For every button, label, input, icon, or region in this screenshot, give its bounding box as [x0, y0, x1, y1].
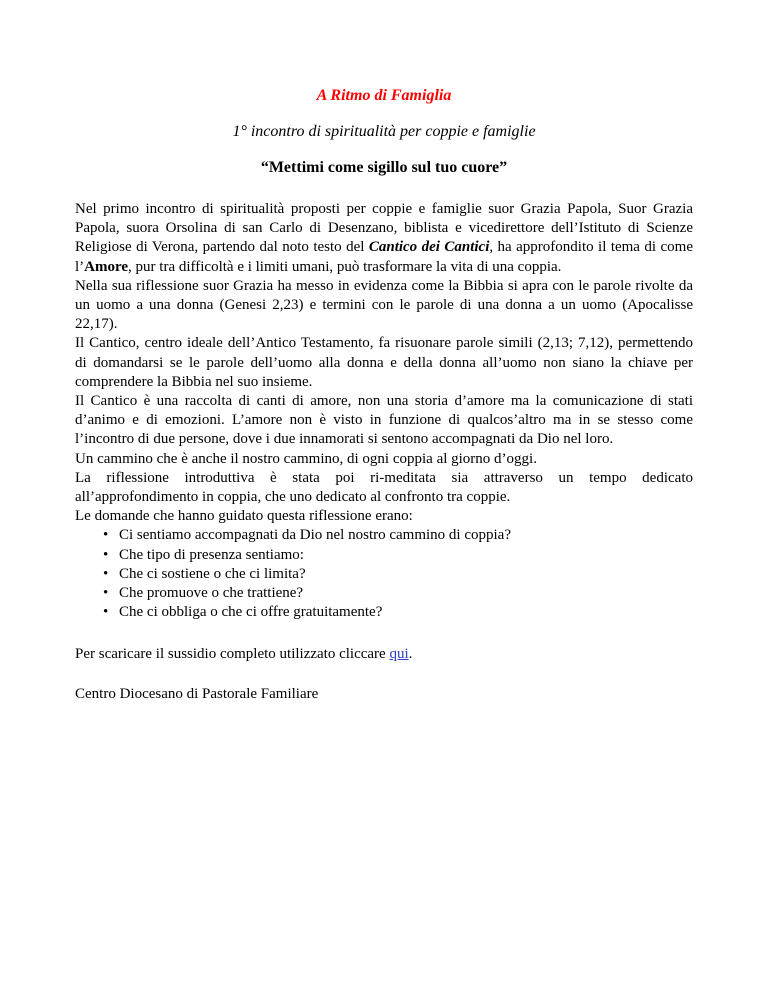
book-title-emphasis: Cantico dei Cantici: [368, 239, 490, 256]
download-paragraph: [75, 645, 693, 664]
bullet-icon: •: [103, 527, 109, 544]
list-item: [103, 603, 693, 622]
question-text: Ci sentiamo accompagnati da Dio nel nostro cammino di coppia?: [119, 527, 511, 544]
paragraph-intro: [75, 200, 693, 277]
list-item: [103, 565, 693, 584]
bullet-icon: •: [103, 546, 109, 563]
questions-list: [75, 526, 693, 622]
document-subtitle: 1° incontro di spiritualità per coppie e famiglie: [232, 123, 536, 140]
paragraph-cantico-songs: Il Cantico è una raccolta di canti di amore, non una storia d’amore ma la comunicazione di stati d’animo e di emozioni. L’amore non è visto in funzione di qualcos’altro ma in se stesso come l’incontro di due persone, dove i due innamorati si sentono accompagnati da Dio nel loro.: [75, 393, 693, 448]
document-content: [75, 86, 693, 704]
question-text: Che promuove o che trattiene?: [119, 585, 304, 602]
document-title: A Ritmo di Famiglia: [316, 87, 452, 104]
question-text: Che ci obbliga o che ci offre gratuitamente?: [119, 604, 383, 621]
paragraph-intro-text-a: Nel primo incontro di spiritualità proposti per coppie e famiglie suor Grazia Papola, Suor Grazia Papola, suora Orsolina di san Carlo di Desenzano, biblista e vicedirettore dell’Istituto di Scienze Religiose di Verona, partendo dal noto testo del: [75, 201, 693, 256]
download-text: Per scaricare il sussidio completo utilizzato cliccare: [75, 646, 390, 663]
document-motto: “Mettimi come sigillo sul tuo cuore”: [260, 159, 508, 176]
bullet-icon: •: [103, 565, 109, 582]
love-emphasis: Amore: [84, 258, 129, 275]
signature: Centro Diocesano di Pastorale Familiare: [75, 685, 319, 702]
list-item: [103, 584, 693, 603]
bullet-icon: •: [103, 604, 109, 621]
paragraph-questions-intro: Le domande che hanno guidato questa riflessione erano:: [75, 508, 413, 525]
question-text: Che tipo di presenza sentiamo:: [119, 546, 304, 563]
paragraph-bible: Nella sua riflessione suor Grazia ha messo in evidenza come la Bibbia si apra con le parole rivolte da un uomo a una donna (Genesi 2,23) e termini con le parole di una donna a un uomo (Apocalisse 22,17).: [75, 277, 693, 333]
paragraph-reflection-line2: all’approfondimento in coppia, che uno dedicato al confronto tra coppie.: [75, 489, 511, 506]
paragraph-reflection-line1: La riflessione introduttiva è stata poi ri-meditata sia attraverso un tempo dedicato: [75, 469, 693, 486]
bullet-icon: •: [103, 585, 109, 602]
download-link[interactable]: qui: [389, 646, 409, 663]
download-period: .: [408, 646, 413, 663]
question-text: Che ci sostiene o che ci limita?: [119, 565, 306, 582]
paragraph-intro-text-c: , pur tra difficoltà e i limiti umani, può trasformare la vita di una coppia.: [128, 258, 562, 275]
article-body: [75, 200, 693, 622]
paragraph-intro-text-b: , ha approfondito il tema di come l’: [75, 239, 693, 275]
list-item: [103, 526, 693, 545]
list-item: [103, 546, 693, 565]
paragraph-cantico-center: Il Cantico, centro ideale dell’Antico Testamento, fa risuonare parole simili (2,13; 7,12), permettendo di domandarsi se le parole dell’uomo alla donna e della donna all’uomo non siano la chiave per comprendere la Bibbia nel suo insieme.: [75, 335, 693, 390]
paragraph-journey: Un cammino che è anche il nostro cammino, di ogni coppia al giorno d’oggi.: [75, 450, 537, 467]
